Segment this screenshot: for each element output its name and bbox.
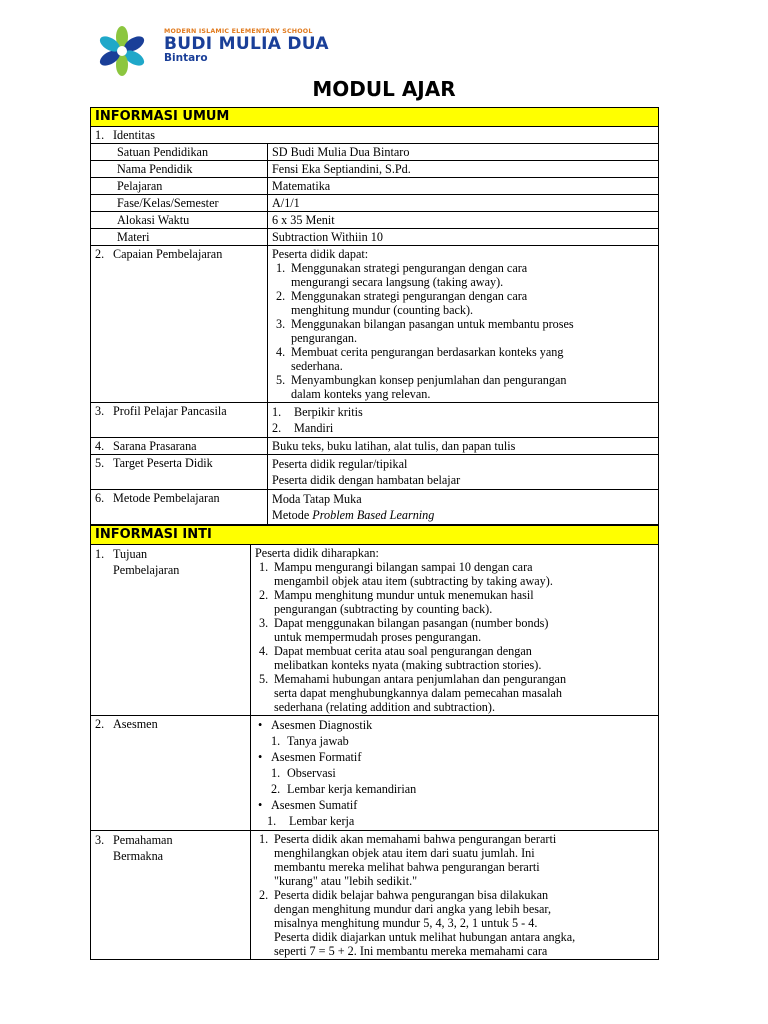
asesmen-group-title: • Asesmen Sumatif	[258, 798, 358, 812]
list-item: 5. Menyambungkan konsep penjumlahan dan pengurangan dalam konteks yang relevan.	[276, 373, 567, 401]
target-content	[268, 455, 659, 490]
metode-row	[91, 490, 659, 525]
list-item: 2. Mandiri	[272, 421, 334, 435]
table-row	[91, 229, 659, 246]
list-item: 4. Membuat cerita pengurangan berdasarkan konteks yang sederhana.	[276, 345, 564, 373]
informasi-inti-table	[90, 525, 659, 960]
list-item: 5. Memahami hubungan antara penjumlahan dan pengurangan serta dapat menghubungkannya dalam pemecahan masalah sederhana (relating addition and subtraction).	[259, 672, 567, 714]
section-header-inti: INFORMASI INTI	[91, 526, 659, 545]
list-item: 2. Lembar kerja kemandirian	[271, 782, 417, 796]
row-label: 2. Asesmen	[91, 716, 251, 831]
capaian-intro: Peserta didik dapat:	[272, 247, 369, 261]
profil-row	[91, 403, 659, 438]
school-location: Bintaro	[164, 52, 208, 64]
bullet-icon: •	[258, 718, 263, 732]
target-value: Peserta didik regular/tipikal	[272, 457, 408, 471]
bullet-icon: •	[258, 798, 263, 812]
row-value: Buku teks, buku latihan, alat tulis, dan papan tulis	[268, 438, 659, 455]
row-label: 3. Profil Pelajar Pancasila	[91, 403, 268, 438]
row-label: Materi	[91, 229, 268, 246]
row-label: 1. Tujuan Pembelajaran	[91, 545, 251, 716]
table-row	[91, 195, 659, 212]
row-value: Fensi Eka Septiandini, S.Pd.	[268, 161, 659, 178]
list-item: 4. Dapat membuat cerita atau soal pengurangan dengan melibatkan konteks nyata (making subtraction stories).	[259, 644, 542, 672]
row-value: A/1/1	[268, 195, 659, 212]
asesmen-group-title: • Asesmen Formatif	[258, 750, 362, 764]
row-label: 6. Metode Pembelajaran	[91, 490, 268, 525]
list-item: 1. Berpikir kritis	[272, 405, 363, 419]
tujuan-row	[91, 545, 659, 716]
row-value: Matematika	[268, 178, 659, 195]
asesmen-row	[91, 716, 659, 831]
asesmen-content	[251, 716, 659, 831]
tujuan-intro: Peserta didik diharapkan:	[255, 546, 379, 560]
list-item: 2. Menggunakan strategi pengurangan dengan cara menghitung mundur (counting back).	[276, 289, 528, 317]
list-item: 1. Mampu mengurangi bilangan sampai 10 dengan cara mengambil objek atau item (subtracting by taking away).	[259, 560, 553, 588]
section-header-umum: INFORMASI UMUM	[91, 108, 659, 127]
row-value: SD Budi Mulia Dua Bintaro	[268, 144, 659, 161]
capaian-content	[268, 246, 659, 403]
row-label: Alokasi Waktu	[91, 212, 268, 229]
table-row	[91, 178, 659, 195]
school-name: BUDI MULIA DUA	[164, 34, 329, 54]
list-item: 1. Peserta didik akan memahami bahwa pengurangan berarti menghilangkan objek atau item dari suatu jumlah. Ini membantu mereka melihat bahwa pengurangan berarti "kurang" atau "lebih sedikit."	[259, 832, 557, 888]
capaian-row	[91, 246, 659, 403]
sarana-row	[91, 438, 659, 455]
row-label: Satuan Pendidikan	[91, 144, 268, 161]
identitas-row: 1. Identitas	[91, 127, 659, 144]
list-item: 2. Peserta didik belajar bahwa pengurangan bisa dilakukan dengan menghitung mundur dari angka yang lebih besar, misalnya menghitung mundur 5, 4, 3, 2, 1 untuk 5 - 4. Peserta didik diajarkan untuk melihat hubungan antara angka, seperti 7 = 5 + 2. Ini membantu mereka memahami cara	[259, 888, 576, 958]
list-item: 3. Dapat menggunakan bilangan pasangan (number bonds) untuk mempermudah proses pengurangan.	[259, 616, 549, 644]
pemahaman-content	[251, 831, 659, 960]
metode-value: Metode Problem Based Learning	[272, 508, 435, 522]
tujuan-content	[251, 545, 659, 716]
target-row	[91, 455, 659, 490]
page-title: MODUL AJAR	[312, 77, 456, 101]
row-value: 6 x 35 Menit	[268, 212, 659, 229]
list-item: 2. Mampu menghitung mundur untuk menemukan hasil pengurangan (subtracting by counting back).	[259, 588, 534, 616]
asesmen-group-title: • Asesmen Diagnostik	[258, 718, 373, 732]
row-label: Pelajaran	[91, 178, 268, 195]
table-row	[91, 161, 659, 178]
flower-logo-icon	[86, 26, 164, 76]
school-tagline: MODERN ISLAMIC ELEMENTARY SCHOOL	[164, 28, 313, 35]
table-row	[91, 212, 659, 229]
informasi-umum-table	[90, 107, 659, 525]
list-item: 1. Menggunakan strategi pengurangan dengan cara mengurangi secara langsung (taking away).	[276, 261, 528, 289]
pemahaman-row	[91, 831, 659, 960]
school-logo	[86, 26, 376, 76]
row-label: 3. Pemahaman Bermakna	[91, 831, 251, 960]
row-label: Nama Pendidik	[91, 161, 268, 178]
metode-value: Moda Tatap Muka	[272, 492, 362, 506]
list-item: 1. Tanya jawab	[271, 734, 349, 748]
target-value: Peserta didik dengan hambatan belajar	[272, 473, 461, 487]
bullet-icon: •	[258, 750, 263, 764]
list-item: 3. Menggunakan bilangan pasangan untuk membantu proses pengurangan.	[276, 317, 574, 345]
list-item: 1. Observasi	[271, 766, 336, 780]
row-label: 4. Sarana Prasarana	[91, 438, 268, 455]
row-label: 2. Capaian Pembelajaran	[91, 246, 268, 403]
profil-content	[268, 403, 659, 438]
row-label: 5. Target Peserta Didik	[91, 455, 268, 490]
table-row	[91, 144, 659, 161]
list-item: 1. Lembar kerja	[267, 814, 355, 828]
row-value: Subtraction Withiin 10	[268, 229, 659, 246]
metode-content	[268, 490, 659, 525]
row-label: Fase/Kelas/Semester	[91, 195, 268, 212]
